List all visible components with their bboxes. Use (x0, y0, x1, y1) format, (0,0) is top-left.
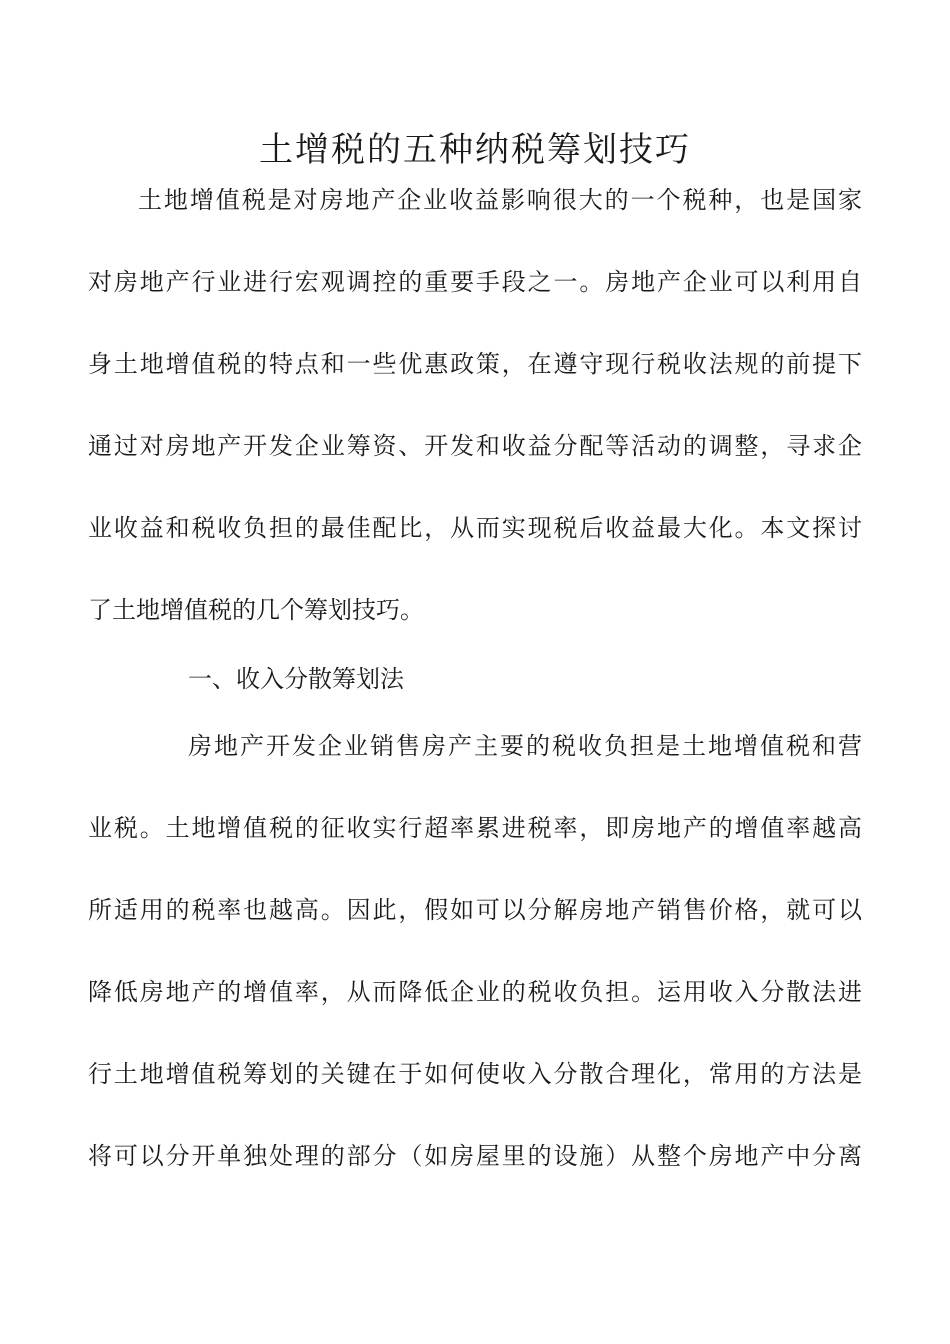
intro-line-3: 身土地增值税的特点和一些优惠政策，在遵守现行税收法规的前提下 (88, 350, 862, 378)
section-1-line-4: 降低房地产的增值率，从而降低企业的税收负担。运用收入分散法进 (88, 978, 862, 1006)
intro-line-6: 了土地增值税的几个筹划技巧。 (88, 596, 424, 624)
section-1-line-3: 所适用的税率也越高。因此，假如可以分解房地产销售价格，就可以 (88, 896, 862, 924)
document-title: 土增税的五种纳税筹划技巧 (259, 130, 691, 170)
section-1-line-6: 将可以分开单独处理的部分（如房屋里的设施）从整个房地产中分离 (88, 1142, 862, 1170)
intro-line-4: 通过对房地产开发企业筹资、开发和收益分配等活动的调整，寻求企 (88, 432, 862, 460)
section-1-line-5: 行土地增值税筹划的关键在于如何使收入分散合理化，常用的方法是 (88, 1060, 862, 1088)
section-1-line-1: 房地产开发企业销售房产主要的税收负担是土地增值税和营 (188, 732, 862, 760)
section-1-line-2: 业税。土地增值税的征收实行超率累进税率，即房地产的增值率越高 (88, 814, 862, 842)
section-1-heading: 一、收入分散筹划法 (188, 665, 404, 693)
intro-line-1: 土地增值税是对房地产企业收益影响很大的一个税种，也是国家 (138, 186, 862, 214)
intro-line-5: 业收益和税收负担的最佳配比，从而实现税后收益最大化。本文探讨 (88, 514, 862, 542)
intro-line-2: 对房地产行业进行宏观调控的重要手段之一。房地产企业可以利用自 (88, 268, 862, 296)
